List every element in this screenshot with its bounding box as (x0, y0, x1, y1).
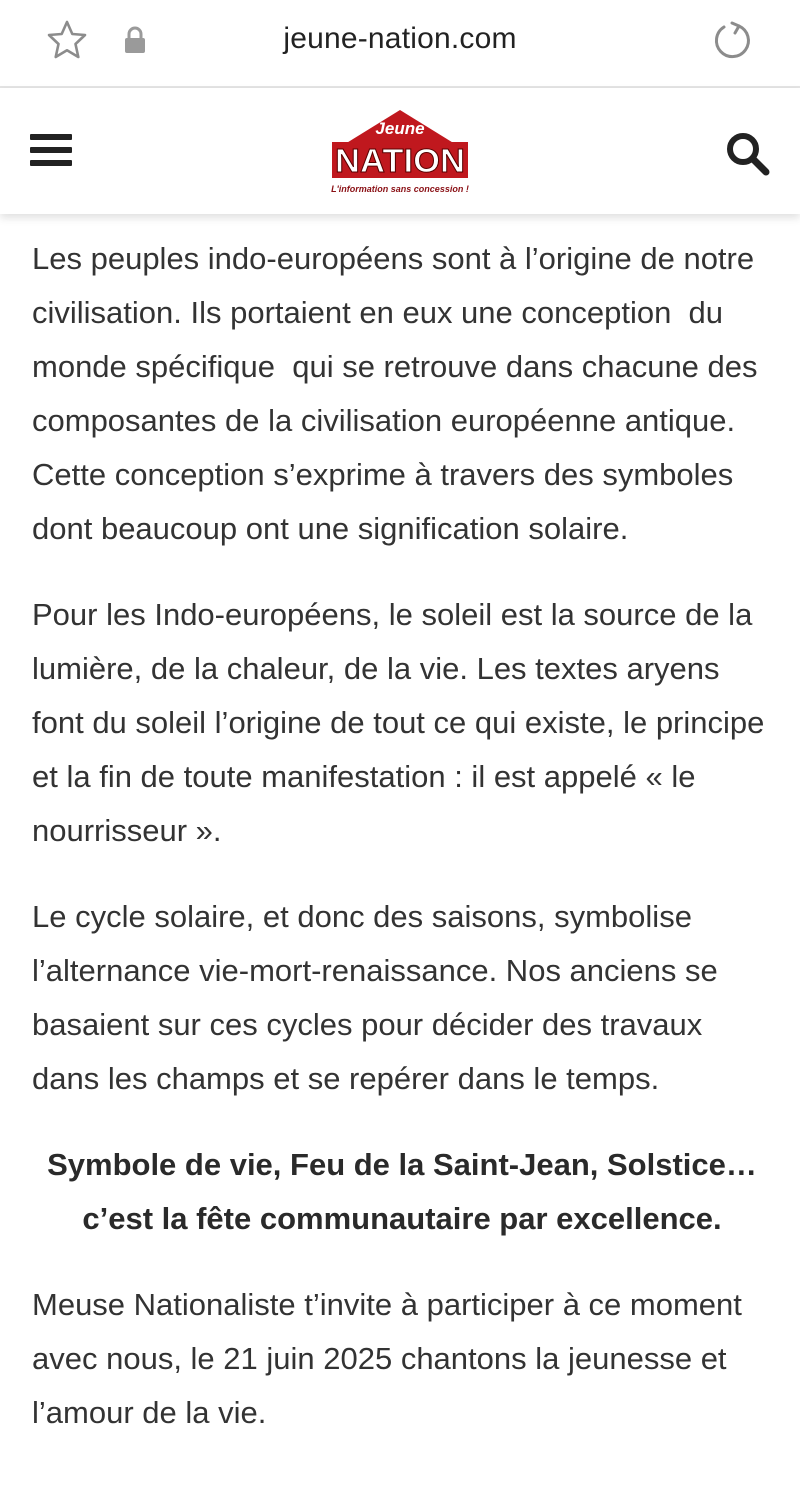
reload-icon[interactable] (710, 18, 756, 64)
article-paragraph-1: Les peuples indo-européens sont à l’origine de notre civilisation. Ils portaient en eux une conception du monde spécifique qui se retrouve dans chacune des composantes de la civilisation européenne antique. Cette conception s’exprime à travers des symboles dont beaucoup ont une signification solaire. (32, 241, 767, 546)
site-header (0, 88, 800, 214)
article-closing: Meuse Nationaliste t’invite à participer à ce moment avec nous, le 21 juin 2025 chantons la jeunesse et l’amour de la vie. (32, 1287, 751, 1430)
browser-address-bar (0, 0, 800, 88)
logo-top-text: Jeune (375, 119, 425, 138)
article-paragraph-3: Le cycle solaire, et donc des saisons, symbolise l’alternance vie-mort-renaissance. Nos anciens se basaient sur ces cycles pour décider des travaux dans les champs et se repérer dans le temps. (32, 899, 727, 1096)
hamburger-menu-icon[interactable] (30, 132, 72, 168)
url-text[interactable]: jeune-nation.com (283, 22, 517, 55)
article-body (32, 232, 772, 1472)
article-highlight: Symbole de vie, Feu de la Saint-Jean, Solstice… c’est la fête communautaire par excellence. (47, 1147, 766, 1236)
logo-tagline: L'information sans concession ! (331, 184, 469, 194)
search-icon[interactable] (724, 130, 770, 176)
logo-main-text: NATION (335, 142, 465, 179)
article-paragraph-2: Pour les Indo-européens, le soleil est la source de la lumière, de la chaleur, de la vie. Les textes aryens font du soleil l’origine de tout ce qui existe, le principe et la fin de toute manifestation : il est appelé « le nourrisseur ». (32, 597, 773, 848)
site-logo[interactable] (328, 108, 472, 198)
